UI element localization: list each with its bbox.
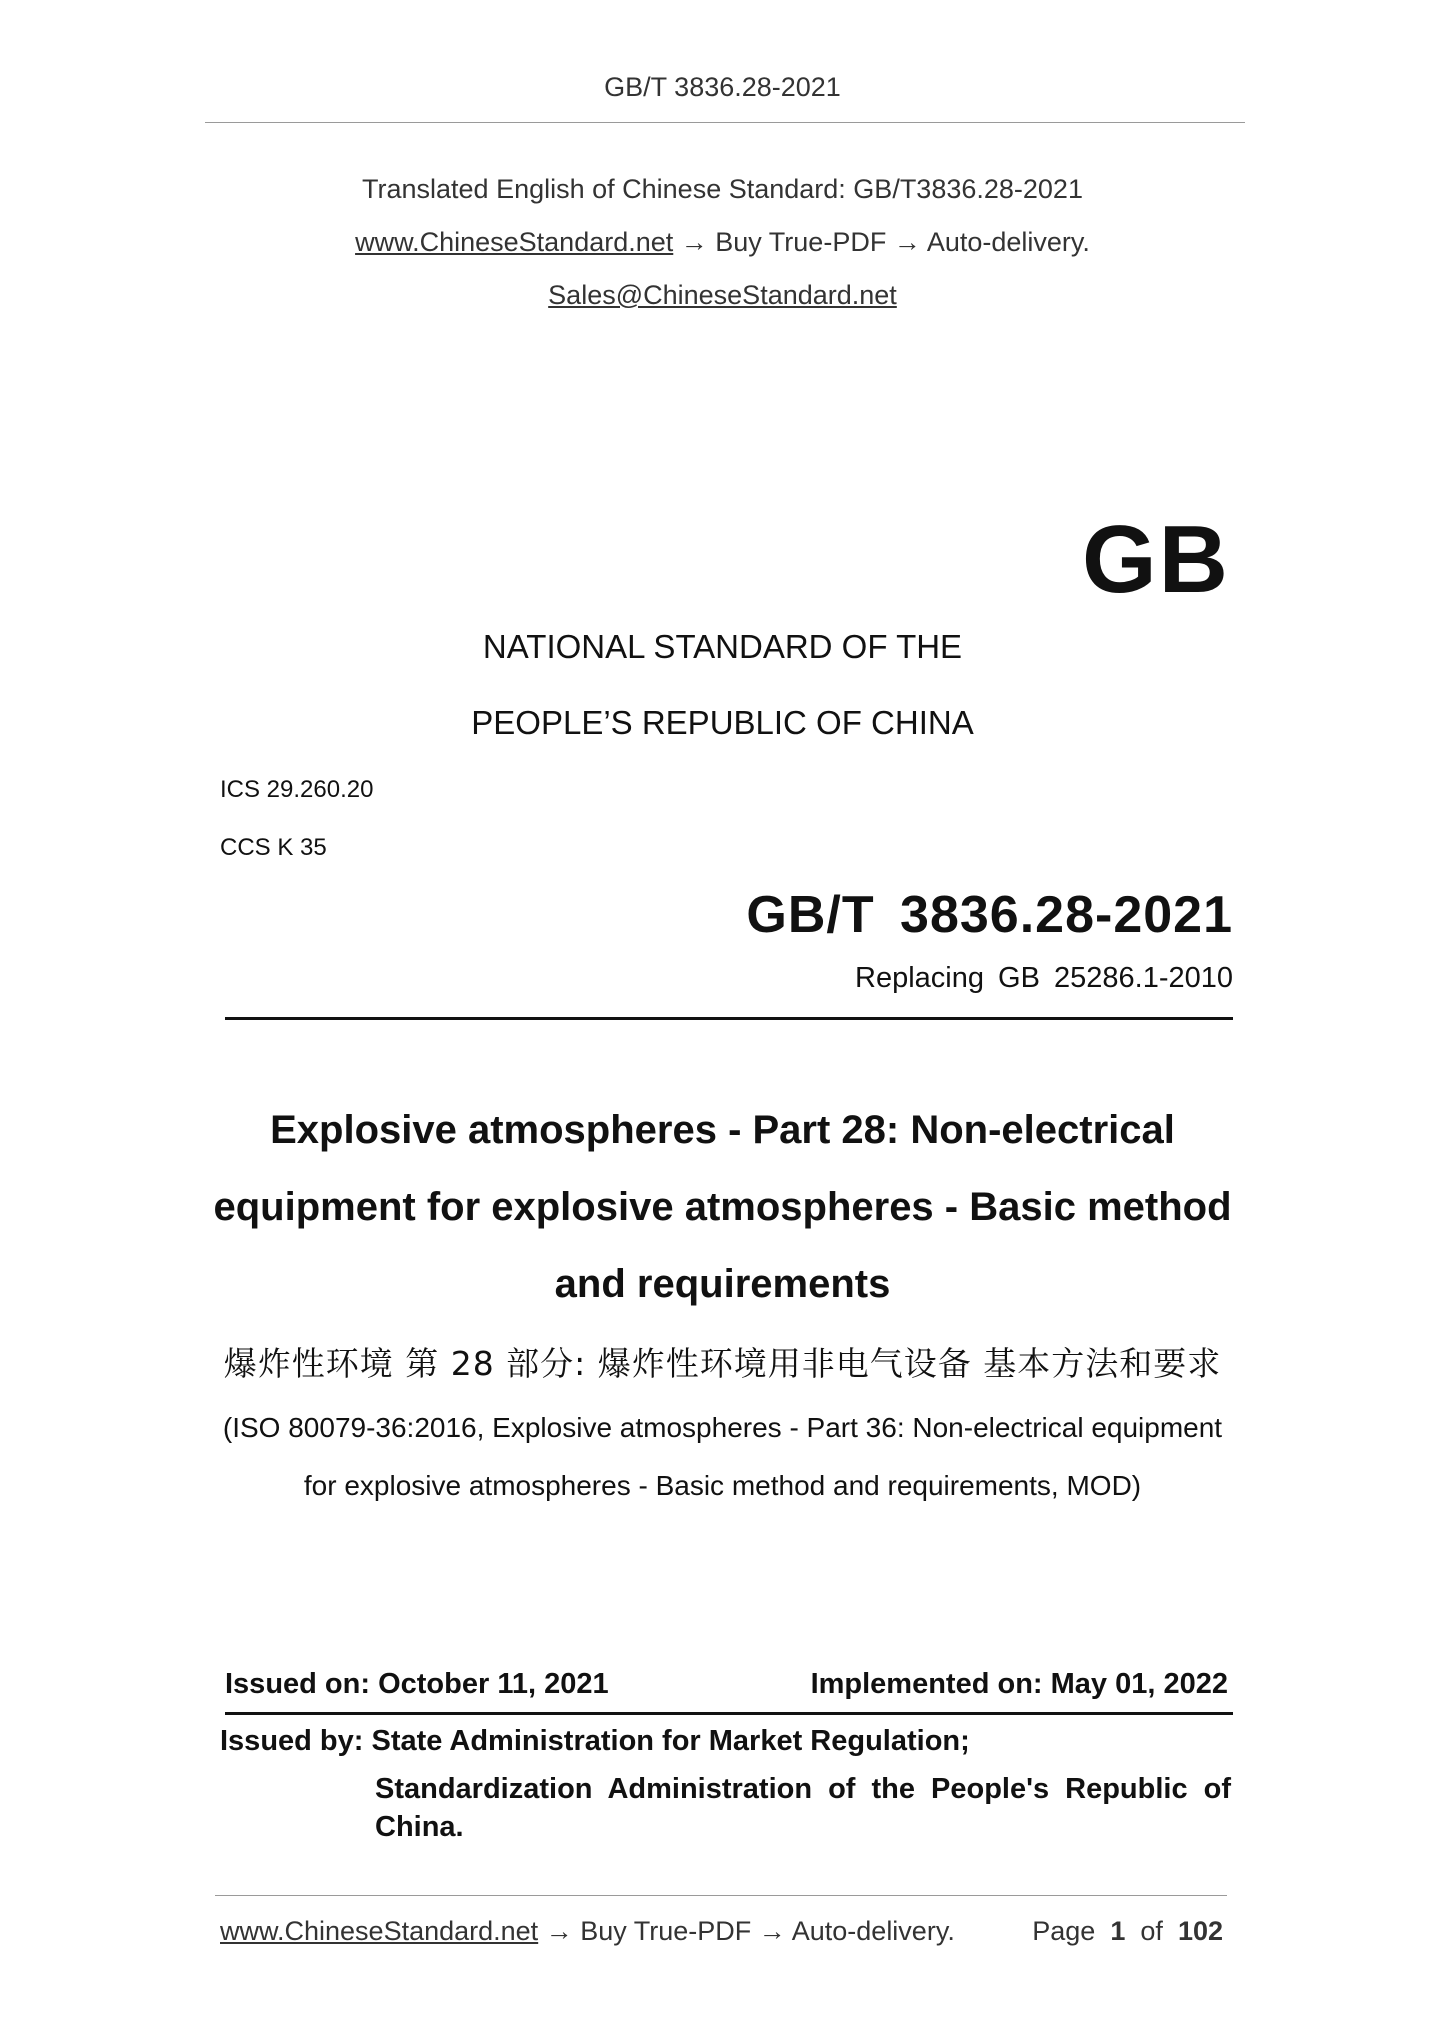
title-line-3: and requirements bbox=[554, 1262, 891, 1306]
page-number bbox=[1032, 1916, 1223, 1947]
site-link[interactable]: www.ChineseStandard.net bbox=[355, 227, 674, 257]
running-header: GB/T 3836.28-2021 bbox=[604, 72, 841, 102]
issue-divider bbox=[225, 1712, 1233, 1715]
issued-on: Issued on: October 11, 2021 bbox=[225, 1668, 609, 1700]
title-line-2: equipment for explosive atmospheres - Basic method bbox=[213, 1185, 1232, 1229]
page-of: of bbox=[1140, 1916, 1163, 1946]
page-label: Page bbox=[1032, 1916, 1096, 1946]
email-line bbox=[0, 280, 1445, 311]
issued-by-second: Standardization Administration of the People's Republic of China. bbox=[375, 1773, 1231, 1843]
issued-by: Issued by: State Administration for Market Regulation; bbox=[220, 1725, 970, 1757]
ics-code: ICS 29.260.20 bbox=[220, 776, 374, 803]
buy-text: → Buy True-PDF → Auto-delivery. bbox=[673, 227, 1090, 257]
sales-email-link[interactable]: Sales@ChineseStandard.net bbox=[548, 280, 897, 310]
implemented-on: Implemented on: May 01, 2022 bbox=[810, 1668, 1228, 1700]
gb-logo: GB bbox=[1082, 506, 1230, 613]
page-current: 1 bbox=[1110, 1916, 1126, 1946]
footer-site-link[interactable]: www.ChineseStandard.net bbox=[220, 1916, 539, 1946]
ccs-code: CCS K 35 bbox=[220, 834, 327, 861]
translated-note: Translated English of Chinese Standard: GB/T3836.28-2021 bbox=[362, 174, 1083, 204]
replacing-note: Replacing GB 25286.1-2010 bbox=[855, 962, 1233, 994]
header-divider bbox=[205, 122, 1245, 123]
iso-reference-line1: (ISO 80079-36:2016, Explosive atmospheres - Part 36: Non-electrical equipment bbox=[222, 1412, 1223, 1443]
chinese-title: 爆炸性环境 第 28 部分: 爆炸性环境用非电气设备 基本方法和要求 bbox=[223, 1344, 1222, 1383]
standard-number: GB/T 3836.28-2021 bbox=[746, 886, 1233, 944]
title-line-1: Explosive atmospheres - Part 28: Non-electrical bbox=[270, 1108, 1175, 1152]
page-total: 102 bbox=[1177, 1916, 1223, 1946]
iso-reference-line2: for explosive atmospheres - Basic method and requirements, MOD) bbox=[303, 1470, 1142, 1501]
promo-line bbox=[0, 227, 1445, 258]
footer-promo bbox=[220, 1916, 955, 1947]
national-standard-line1: NATIONAL STANDARD OF THE bbox=[482, 628, 963, 665]
footer-divider bbox=[215, 1895, 1227, 1896]
title-divider bbox=[225, 1017, 1233, 1020]
national-standard-line2: PEOPLE’S REPUBLIC OF CHINA bbox=[471, 704, 974, 741]
footer-buy-text: → Buy True-PDF → Auto-delivery. bbox=[538, 1916, 955, 1946]
issue-dates bbox=[225, 1668, 1228, 1701]
